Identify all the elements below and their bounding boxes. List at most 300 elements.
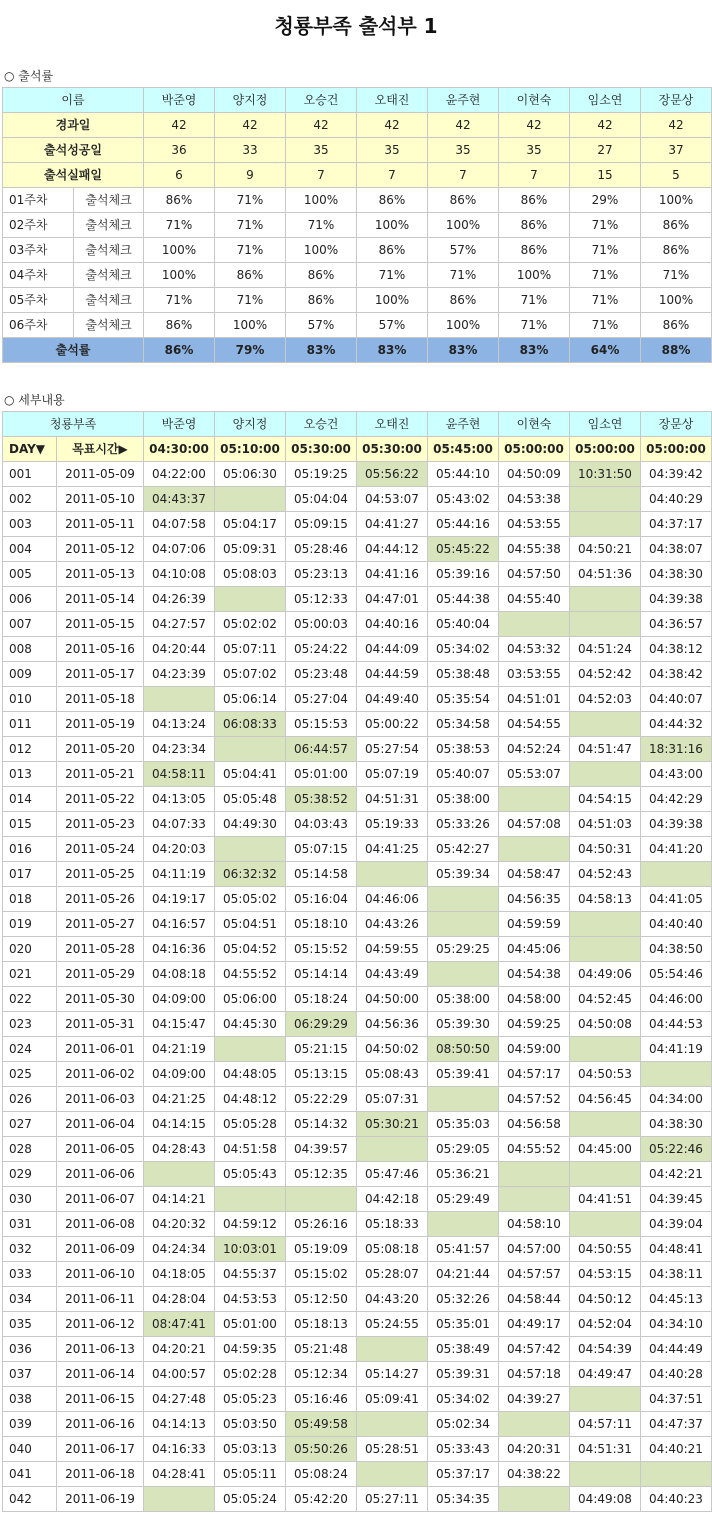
check-in-time: 04:54:39 xyxy=(570,1337,641,1362)
day-row xyxy=(3,962,712,987)
check-in-time: 05:18:10 xyxy=(286,912,357,937)
check-in-time: 04:21:44 xyxy=(428,1262,499,1287)
check-in-time: 04:52:42 xyxy=(570,662,641,687)
day-number: 005 xyxy=(3,562,57,587)
check-in-time: 04:48:05 xyxy=(215,1062,286,1087)
check-in-time: 04:23:34 xyxy=(144,737,215,762)
check-in-time: 04:59:55 xyxy=(357,937,428,962)
rate-value: 64% xyxy=(570,338,641,363)
missed-cell xyxy=(215,837,286,862)
check-in-time: 04:51:31 xyxy=(570,1437,641,1462)
stat-label: 출석실패일 xyxy=(3,163,144,188)
missed-cell xyxy=(428,962,499,987)
check-in-time: 05:07:02 xyxy=(215,662,286,687)
day-date: 2011-05-23 xyxy=(57,812,144,837)
check-in-time: 05:38:52 xyxy=(286,787,357,812)
check-in-time: 05:53:07 xyxy=(499,762,570,787)
goal-time: 05:00:00 xyxy=(641,437,712,462)
day-date: 2011-05-31 xyxy=(57,1012,144,1037)
check-in-time: 05:38:53 xyxy=(428,737,499,762)
check-in-time: 04:51:03 xyxy=(570,812,641,837)
check-in-time: 05:49:58 xyxy=(286,1412,357,1437)
day-row xyxy=(3,612,712,637)
check-in-time: 04:43:37 xyxy=(144,487,215,512)
day-number: 027 xyxy=(3,1112,57,1137)
missed-cell xyxy=(428,1087,499,1112)
check-in-time: 04:57:42 xyxy=(499,1337,570,1362)
day-number: 032 xyxy=(3,1237,57,1262)
stat-row xyxy=(3,138,712,163)
member-name: 윤주현 xyxy=(428,88,499,113)
check-in-time: 05:35:03 xyxy=(428,1112,499,1137)
day-number: 031 xyxy=(3,1212,57,1237)
check-in-time: 06:08:33 xyxy=(215,712,286,737)
check-in-time: 05:21:48 xyxy=(286,1337,357,1362)
week-rate: 100% xyxy=(428,213,499,238)
member-name: 이현숙 xyxy=(499,88,570,113)
week-rate: 71% xyxy=(641,263,712,288)
check-label: 출석체크 xyxy=(74,263,144,288)
check-in-time: 05:01:00 xyxy=(286,762,357,787)
check-in-time: 04:50:08 xyxy=(570,1012,641,1037)
check-in-time: 04:49:47 xyxy=(570,1362,641,1387)
week-label: 04주차 xyxy=(3,263,74,288)
check-in-time: 05:13:15 xyxy=(286,1062,357,1087)
day-date: 2011-05-13 xyxy=(57,562,144,587)
check-in-time: 04:36:57 xyxy=(641,612,712,637)
stat-value: 42 xyxy=(641,113,712,138)
check-in-time: 05:47:46 xyxy=(357,1162,428,1187)
check-in-time: 05:04:52 xyxy=(215,937,286,962)
goal-time: 04:30:00 xyxy=(144,437,215,462)
check-in-time: 04:54:15 xyxy=(570,787,641,812)
rate-row xyxy=(3,338,712,363)
day-row xyxy=(3,1162,712,1187)
check-in-time: 05:18:24 xyxy=(286,987,357,1012)
check-in-time: 05:22:46 xyxy=(641,1137,712,1162)
check-in-time: 05:08:03 xyxy=(215,562,286,587)
week-label: 05주차 xyxy=(3,288,74,313)
check-in-time: 05:01:00 xyxy=(215,1312,286,1337)
week-rate: 100% xyxy=(144,263,215,288)
day-label: DAY▼ xyxy=(3,437,57,462)
check-in-time: 05:00:03 xyxy=(286,612,357,637)
check-in-time: 05:18:33 xyxy=(357,1212,428,1237)
goal-time: 05:45:00 xyxy=(428,437,499,462)
week-rate: 71% xyxy=(499,288,570,313)
day-date: 2011-06-16 xyxy=(57,1412,144,1437)
check-in-time: 04:40:16 xyxy=(357,612,428,637)
check-in-time: 04:52:43 xyxy=(570,862,641,887)
check-in-time: 05:05:11 xyxy=(215,1462,286,1487)
week-rate: 86% xyxy=(357,188,428,213)
day-row xyxy=(3,1262,712,1287)
rate-value: 88% xyxy=(641,338,712,363)
check-in-time: 04:41:19 xyxy=(641,1037,712,1062)
week-rate: 71% xyxy=(286,213,357,238)
day-date: 2011-05-11 xyxy=(57,512,144,537)
week-rate: 71% xyxy=(499,313,570,338)
missed-cell xyxy=(215,487,286,512)
check-in-time: 04:28:04 xyxy=(144,1287,215,1312)
week-row xyxy=(3,313,712,338)
day-number: 035 xyxy=(3,1312,57,1337)
check-in-time: 05:12:35 xyxy=(286,1162,357,1187)
check-in-time: 05:05:24 xyxy=(215,1487,286,1512)
check-in-time: 04:27:57 xyxy=(144,612,215,637)
stat-value: 35 xyxy=(499,138,570,163)
check-in-time: 05:41:57 xyxy=(428,1237,499,1262)
day-row xyxy=(3,737,712,762)
week-rate: 100% xyxy=(215,313,286,338)
stat-value: 7 xyxy=(499,163,570,188)
day-date: 2011-06-17 xyxy=(57,1437,144,1462)
day-number: 009 xyxy=(3,662,57,687)
missed-cell xyxy=(570,1112,641,1137)
week-label: 02주차 xyxy=(3,213,74,238)
day-number: 022 xyxy=(3,987,57,1012)
check-in-time: 05:42:27 xyxy=(428,837,499,862)
check-in-time: 04:20:03 xyxy=(144,837,215,862)
week-rate: 86% xyxy=(286,263,357,288)
missed-cell xyxy=(357,862,428,887)
check-in-time: 04:40:07 xyxy=(641,687,712,712)
check-in-time: 04:23:39 xyxy=(144,662,215,687)
missed-cell xyxy=(499,1162,570,1187)
missed-cell xyxy=(215,1187,286,1212)
missed-cell xyxy=(144,1487,215,1512)
check-in-time: 05:14:14 xyxy=(286,962,357,987)
day-number: 008 xyxy=(3,637,57,662)
stat-value: 7 xyxy=(428,163,499,188)
member-name: 오승건 xyxy=(286,412,357,437)
check-in-time: 04:40:29 xyxy=(641,487,712,512)
check-in-time: 04:48:41 xyxy=(641,1237,712,1262)
check-in-time: 04:14:15 xyxy=(144,1112,215,1137)
day-row xyxy=(3,862,712,887)
check-in-time: 04:26:39 xyxy=(144,587,215,612)
day-row xyxy=(3,762,712,787)
stat-label: 경과일 xyxy=(3,113,144,138)
check-in-time: 05:04:51 xyxy=(215,912,286,937)
check-in-time: 05:27:54 xyxy=(357,737,428,762)
stat-value: 42 xyxy=(570,113,641,138)
missed-cell xyxy=(570,1462,641,1487)
missed-cell xyxy=(499,1487,570,1512)
check-in-time: 05:33:43 xyxy=(428,1437,499,1462)
check-in-time: 05:39:34 xyxy=(428,862,499,887)
check-in-time: 04:57:08 xyxy=(499,812,570,837)
check-in-time: 05:45:22 xyxy=(428,537,499,562)
goal-time: 05:30:00 xyxy=(357,437,428,462)
missed-cell xyxy=(570,937,641,962)
day-number: 033 xyxy=(3,1262,57,1287)
day-date: 2011-06-01 xyxy=(57,1037,144,1062)
day-date: 2011-05-10 xyxy=(57,487,144,512)
check-in-time: 04:51:24 xyxy=(570,637,641,662)
check-in-time: 05:06:30 xyxy=(215,462,286,487)
day-row xyxy=(3,587,712,612)
check-in-time: 05:28:51 xyxy=(357,1437,428,1462)
check-in-time: 05:24:55 xyxy=(357,1312,428,1337)
day-row xyxy=(3,637,712,662)
check-in-time: 05:05:48 xyxy=(215,787,286,812)
stat-row xyxy=(3,163,712,188)
day-row xyxy=(3,1037,712,1062)
check-in-time: 04:49:08 xyxy=(570,1487,641,1512)
week-rate: 86% xyxy=(428,188,499,213)
check-in-time: 10:31:50 xyxy=(570,462,641,487)
check-in-time: 05:02:28 xyxy=(215,1362,286,1387)
check-in-time: 05:08:18 xyxy=(357,1237,428,1262)
week-rate: 86% xyxy=(428,288,499,313)
check-in-time: 05:16:04 xyxy=(286,887,357,912)
day-row xyxy=(3,462,712,487)
week-rate: 86% xyxy=(499,213,570,238)
missed-cell xyxy=(428,912,499,937)
check-in-time: 04:49:30 xyxy=(215,812,286,837)
day-row xyxy=(3,712,712,737)
week-rate: 71% xyxy=(570,288,641,313)
check-in-time: 04:56:58 xyxy=(499,1112,570,1137)
check-in-time: 04:40:23 xyxy=(641,1487,712,1512)
check-in-time: 05:34:02 xyxy=(428,1387,499,1412)
check-in-time: 04:24:34 xyxy=(144,1237,215,1262)
day-number: 040 xyxy=(3,1437,57,1462)
day-date: 2011-06-15 xyxy=(57,1387,144,1412)
check-in-time: 05:38:49 xyxy=(428,1337,499,1362)
day-number: 011 xyxy=(3,712,57,737)
goal-time: 05:10:00 xyxy=(215,437,286,462)
missed-cell xyxy=(570,912,641,937)
day-number: 030 xyxy=(3,1187,57,1212)
check-in-time: 04:51:31 xyxy=(357,787,428,812)
check-in-time: 04:47:01 xyxy=(357,587,428,612)
check-in-time: 04:58:44 xyxy=(499,1287,570,1312)
day-number: 019 xyxy=(3,912,57,937)
week-rate: 86% xyxy=(499,238,570,263)
day-row xyxy=(3,1287,712,1312)
week-rate: 100% xyxy=(641,288,712,313)
day-row xyxy=(3,562,712,587)
check-in-time: 05:29:05 xyxy=(428,1137,499,1162)
check-in-time: 04:52:45 xyxy=(570,987,641,1012)
missed-cell xyxy=(641,1062,712,1087)
stat-row xyxy=(3,113,712,138)
check-in-time: 05:06:14 xyxy=(215,687,286,712)
check-label: 출석체크 xyxy=(74,288,144,313)
check-in-time: 04:13:05 xyxy=(144,787,215,812)
check-in-time: 05:34:02 xyxy=(428,637,499,662)
missed-cell xyxy=(570,612,641,637)
check-in-time: 04:52:04 xyxy=(570,1312,641,1337)
day-number: 018 xyxy=(3,887,57,912)
check-in-time: 04:43:26 xyxy=(357,912,428,937)
check-in-time: 05:09:15 xyxy=(286,512,357,537)
day-row xyxy=(3,1487,712,1512)
check-in-time: 04:53:53 xyxy=(215,1287,286,1312)
day-row xyxy=(3,1012,712,1037)
check-in-time: 04:52:24 xyxy=(499,737,570,762)
check-in-time: 05:43:02 xyxy=(428,487,499,512)
day-number: 023 xyxy=(3,1012,57,1037)
check-in-time: 05:36:21 xyxy=(428,1162,499,1187)
week-rate: 86% xyxy=(215,263,286,288)
day-number: 042 xyxy=(3,1487,57,1512)
missed-cell xyxy=(286,1187,357,1212)
week-rate: 100% xyxy=(286,238,357,263)
day-date: 2011-06-18 xyxy=(57,1462,144,1487)
day-row xyxy=(3,987,712,1012)
stat-value: 33 xyxy=(215,138,286,163)
check-in-time: 05:35:01 xyxy=(428,1312,499,1337)
week-rate: 71% xyxy=(570,213,641,238)
day-row xyxy=(3,1137,712,1162)
goal-time: 05:00:00 xyxy=(570,437,641,462)
check-in-time: 04:16:33 xyxy=(144,1437,215,1462)
day-date: 2011-06-08 xyxy=(57,1212,144,1237)
check-in-time: 04:11:19 xyxy=(144,862,215,887)
check-in-time: 04:58:11 xyxy=(144,762,215,787)
member-name: 박준영 xyxy=(144,88,215,113)
missed-cell xyxy=(570,712,641,737)
check-in-time: 04:56:36 xyxy=(357,1012,428,1037)
check-in-time: 04:41:20 xyxy=(641,837,712,862)
day-date: 2011-06-19 xyxy=(57,1487,144,1512)
week-rate: 71% xyxy=(570,313,641,338)
check-in-time: 05:04:41 xyxy=(215,762,286,787)
check-in-time: 04:44:32 xyxy=(641,712,712,737)
check-in-time: 04:59:00 xyxy=(499,1037,570,1062)
week-rate: 57% xyxy=(286,313,357,338)
check-label: 출석체크 xyxy=(74,213,144,238)
week-rate: 57% xyxy=(357,313,428,338)
missed-cell xyxy=(357,1462,428,1487)
day-row xyxy=(3,1337,712,1362)
check-in-time: 05:40:04 xyxy=(428,612,499,637)
goal-time: 05:00:00 xyxy=(499,437,570,462)
day-date: 2011-05-29 xyxy=(57,962,144,987)
day-row xyxy=(3,1237,712,1262)
missed-cell xyxy=(570,1212,641,1237)
check-in-time: 05:19:25 xyxy=(286,462,357,487)
check-in-time: 05:12:50 xyxy=(286,1287,357,1312)
member-name: 장문상 xyxy=(641,412,712,437)
check-in-time: 04:38:22 xyxy=(499,1462,570,1487)
check-in-time: 04:38:30 xyxy=(641,1112,712,1137)
member-name: 임소연 xyxy=(570,88,641,113)
day-row xyxy=(3,1387,712,1412)
member-name: 양지정 xyxy=(215,88,286,113)
day-date: 2011-05-19 xyxy=(57,712,144,737)
week-rate: 86% xyxy=(144,313,215,338)
check-in-time: 04:22:00 xyxy=(144,462,215,487)
check-in-time: 04:44:49 xyxy=(641,1337,712,1362)
rate-value: 83% xyxy=(286,338,357,363)
check-in-time: 04:40:21 xyxy=(641,1437,712,1462)
week-rate: 100% xyxy=(641,188,712,213)
day-row xyxy=(3,1087,712,1112)
check-in-time: 05:06:00 xyxy=(215,987,286,1012)
member-name: 오태진 xyxy=(357,88,428,113)
check-in-time: 04:40:40 xyxy=(641,912,712,937)
check-in-time: 05:03:13 xyxy=(215,1437,286,1462)
week-rate: 71% xyxy=(144,288,215,313)
check-in-time: 04:14:13 xyxy=(144,1412,215,1437)
day-date: 2011-06-09 xyxy=(57,1237,144,1262)
stat-label: 출석성공일 xyxy=(3,138,144,163)
week-rate: 86% xyxy=(286,288,357,313)
goal-time-label: 목표시간▶ xyxy=(57,437,144,462)
check-in-time: 04:50:55 xyxy=(570,1237,641,1262)
missed-cell xyxy=(570,762,641,787)
check-in-time: 05:50:26 xyxy=(286,1437,357,1462)
check-in-time: 04:56:45 xyxy=(570,1087,641,1112)
check-in-time: 04:50:09 xyxy=(499,462,570,487)
member-name: 장문상 xyxy=(641,88,712,113)
check-in-time: 04:38:30 xyxy=(641,562,712,587)
check-in-time: 04:53:55 xyxy=(499,512,570,537)
check-in-time: 04:40:28 xyxy=(641,1362,712,1387)
check-in-time: 05:04:04 xyxy=(286,487,357,512)
day-number: 037 xyxy=(3,1362,57,1387)
day-date: 2011-06-05 xyxy=(57,1137,144,1162)
check-in-time: 04:20:32 xyxy=(144,1212,215,1237)
check-in-time: 04:53:07 xyxy=(357,487,428,512)
week-rate: 86% xyxy=(641,213,712,238)
check-in-time: 04:41:51 xyxy=(570,1187,641,1212)
check-in-time: 04:18:05 xyxy=(144,1262,215,1287)
missed-cell xyxy=(499,837,570,862)
check-in-time: 04:49:40 xyxy=(357,687,428,712)
week-row xyxy=(3,263,712,288)
check-in-time: 04:59:35 xyxy=(215,1337,286,1362)
check-in-time: 05:07:15 xyxy=(286,837,357,862)
check-in-time: 04:20:31 xyxy=(499,1437,570,1462)
check-in-time: 05:15:02 xyxy=(286,1262,357,1287)
week-rate: 86% xyxy=(641,313,712,338)
check-in-time: 05:09:41 xyxy=(357,1387,428,1412)
week-rate: 100% xyxy=(286,188,357,213)
check-in-time: 04:46:00 xyxy=(641,987,712,1012)
day-number: 010 xyxy=(3,687,57,712)
check-in-time: 04:19:17 xyxy=(144,887,215,912)
member-name: 양지정 xyxy=(215,412,286,437)
check-in-time: 05:56:22 xyxy=(357,462,428,487)
day-date: 2011-05-14 xyxy=(57,587,144,612)
day-row xyxy=(3,662,712,687)
check-in-time: 04:57:00 xyxy=(499,1237,570,1262)
check-in-time: 04:49:06 xyxy=(570,962,641,987)
check-in-time: 04:44:59 xyxy=(357,662,428,687)
stat-value: 42 xyxy=(357,113,428,138)
week-rate: 71% xyxy=(428,263,499,288)
check-in-time: 06:44:57 xyxy=(286,737,357,762)
week-rate: 71% xyxy=(215,288,286,313)
check-in-time: 04:58:13 xyxy=(570,887,641,912)
check-in-time: 04:44:09 xyxy=(357,637,428,662)
check-in-time: 04:57:52 xyxy=(499,1087,570,1112)
day-row xyxy=(3,1187,712,1212)
missed-cell xyxy=(570,1162,641,1187)
check-in-time: 05:39:30 xyxy=(428,1012,499,1037)
day-number: 013 xyxy=(3,762,57,787)
check-in-time: 05:02:02 xyxy=(215,612,286,637)
week-rate: 86% xyxy=(641,238,712,263)
check-in-time: 04:45:00 xyxy=(570,1137,641,1162)
missed-cell xyxy=(144,687,215,712)
check-in-time: 04:16:36 xyxy=(144,937,215,962)
